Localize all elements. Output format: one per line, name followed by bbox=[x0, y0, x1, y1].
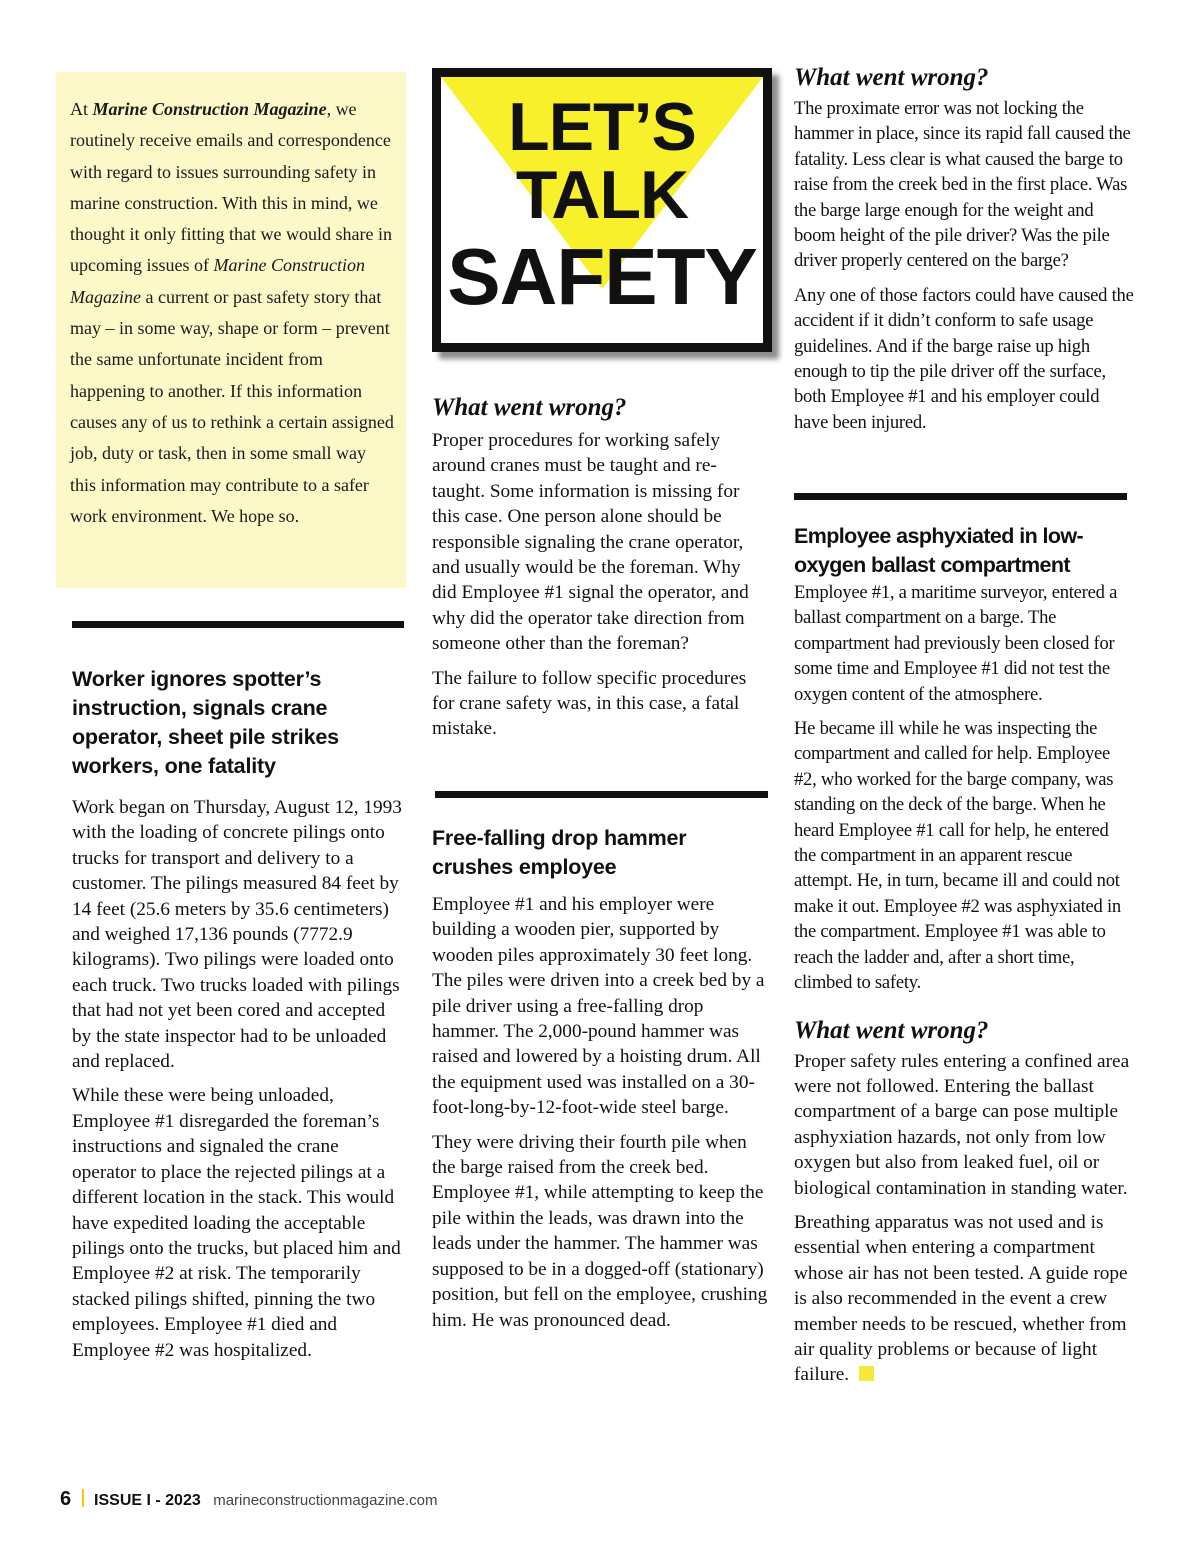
footer-separator bbox=[82, 1489, 84, 1507]
what-went-wrong-heading: What went wrong? bbox=[432, 394, 627, 421]
issue-label: ISSUE I - 2023 bbox=[94, 1492, 201, 1509]
logo-line-2: TALK bbox=[515, 157, 689, 233]
story-2-headline: Free-falling drop hammer crushes employee bbox=[432, 826, 687, 879]
story-2-analysis bbox=[794, 64, 1134, 444]
website-url: marineconstructionmagazine.com bbox=[213, 1492, 438, 1509]
page-footer bbox=[60, 1488, 437, 1511]
analysis-paragraph: The failure to follow specific procedures for crane safety was, in this case, a fatal mistake. bbox=[432, 667, 747, 740]
story-1 bbox=[72, 665, 406, 1372]
story-2 bbox=[432, 824, 768, 1342]
magazine-name-2: Marine Construction Magazine bbox=[70, 255, 365, 307]
story-1-paragraph: Work began on Thursday, August 12, 1993 with the loading of concrete pilings onto trucks for transport and delivery to a customer. The pilings measured 84 feet by 14 feet (25.6 meters by 35.6 centimeters) and weighed 17,136 pounds (7772.9 kilograms). Two pilings were loaded onto each truck. Two trucks loaded with pilings that had not yet been cored and accepted by the state inspector had to be unloaded and replaced. bbox=[72, 797, 402, 1073]
analysis-paragraph: Proper procedures for working safely around cranes must be taught and re-taught. Some information is missing for this case. One person alone should be responsible signaling the crane operator, and usually would be the foreman. Why did Employee #1 signal the operator, and why did the operator take direction from someone other than the foreman? bbox=[432, 430, 749, 655]
divider-rule bbox=[72, 621, 404, 628]
divider-rule bbox=[435, 791, 768, 798]
story-1-paragraph: While these were being unloaded, Employee #1 disregarded the foreman’s instructions and signaled the crane operator to place the rejected pilings at a different location in the stack. This would have expedited loading the acceptable pilings onto the trucks, but placed him and Employee #2 at risk. The temporarily stacked pilings shifted, pinning the two employees. Employee #1 died and Employee #2 was hospitalized. bbox=[72, 1085, 401, 1361]
logo-line-3: SAFETY bbox=[447, 232, 757, 321]
magazine-name: Marine Construction Magazine bbox=[92, 99, 327, 119]
intro-text: At Marine Construction Magazine, we routinely receive emails and correspondence with regard to issues surrounding safety in marine construction. With this in mind, we thought it only fitting that we would share in upcoming issues of Marine Construction Magazine a current or past safety story that may – in some way, shape or form – prevent the same unfortunate incident from happening to another. If this information causes any of us to rethink a certain assigned job, duty or task, then in some small way this information may contribute to a safer work environment. We hope so. bbox=[70, 99, 394, 526]
divider-rule bbox=[794, 493, 1127, 500]
what-went-wrong-heading: What went wrong? bbox=[794, 64, 989, 91]
what-went-wrong-heading: What went wrong? bbox=[794, 1016, 989, 1044]
analysis-paragraph: Breathing apparatus was not used and is essential when entering a compartment whose air has not been tested. A guide rope is also recommended in the event a crew member needs to be rescued, whether from air quality problems or because of light failure. bbox=[794, 1211, 1128, 1386]
story-3-paragraph: He became ill while he was inspecting the compartment and called for help. Employee #2, who worked for the barge company, was standing on the deck of the barge. When he heard Employee #1 call for help, he entered the compartment in an apparent rescue attempt. He, in turn, became ill and could not make it out. Employee #2 was asphyxiated in the compartment. Employee #1 was able to reach the ladder and, after a short time, climbed to safety. bbox=[794, 718, 1121, 994]
analysis-paragraph: The proximate error was not locking the hammer in place, since its rapid fall caused the fatality. Less clear is what caused the barge to raise from the creek bed in the first place. Was the barge large enough for the weight and boom height of the pile driver? Was the pile driver properly centered on the barge? bbox=[794, 98, 1131, 272]
logo-line-1: LET’S bbox=[508, 89, 696, 165]
story-3-headline: Employee asphyxiated in low-oxygen ballast compartment bbox=[794, 524, 1084, 577]
story-2-paragraph: Employee #1 and his employer were building a wooden pier, supported by wooden piles approximately 30 feet long. The piles were driven into a creek bed by a pile driver using a free-falling drop hammer. The 2,000-pound hammer was raised and lowered by a hoisting drum. All the equipment used was installed on a 30-foot-long-by-12-foot-wide steel barge. bbox=[432, 894, 765, 1119]
page-number: 6 bbox=[60, 1488, 72, 1510]
story-1-headline: Worker ignores spotter’s instruction, signals crane operator, sheet pile strikes workers, one fatality bbox=[72, 667, 339, 778]
analysis-paragraph: Proper safety rules entering a confined area were not followed. Entering the ballast compartment of a barge can pose multiple asphyxiation hazards, not only from low oxygen but also from leaked fuel, oil or biological contamination in standing water. bbox=[794, 1050, 1130, 1199]
story-3 bbox=[794, 522, 1134, 1397]
story-1-analysis bbox=[432, 394, 768, 751]
lets-talk-safety-logo bbox=[432, 68, 772, 352]
analysis-paragraph: Any one of those factors could have caused the accident if it didn’t conform to safe usage guidelines. And if the barge raise up high enough to tip the pile driver off the surface, both Employee #1 and his employer could have been injured. bbox=[794, 284, 1134, 433]
story-3-paragraph: Employee #1, a maritime surveyor, entered a ballast compartment on a barge. The compartment had previously been closed for some time and Employee #1 did not test the oxygen content of the atmosphere. bbox=[794, 582, 1118, 705]
end-of-article-mark bbox=[859, 1366, 874, 1381]
story-2-paragraph: They were driving their fourth pile when the barge raised from the creek bed. Employee #1, while attempting to keep the pile within the leads, was drawn into the leads under the hammer. The hammer was supposed to be in a dogged-off (stationary) position, but fell on the employee, crushing him. He was pronounced dead. bbox=[432, 1131, 768, 1331]
intro-box bbox=[56, 72, 406, 588]
